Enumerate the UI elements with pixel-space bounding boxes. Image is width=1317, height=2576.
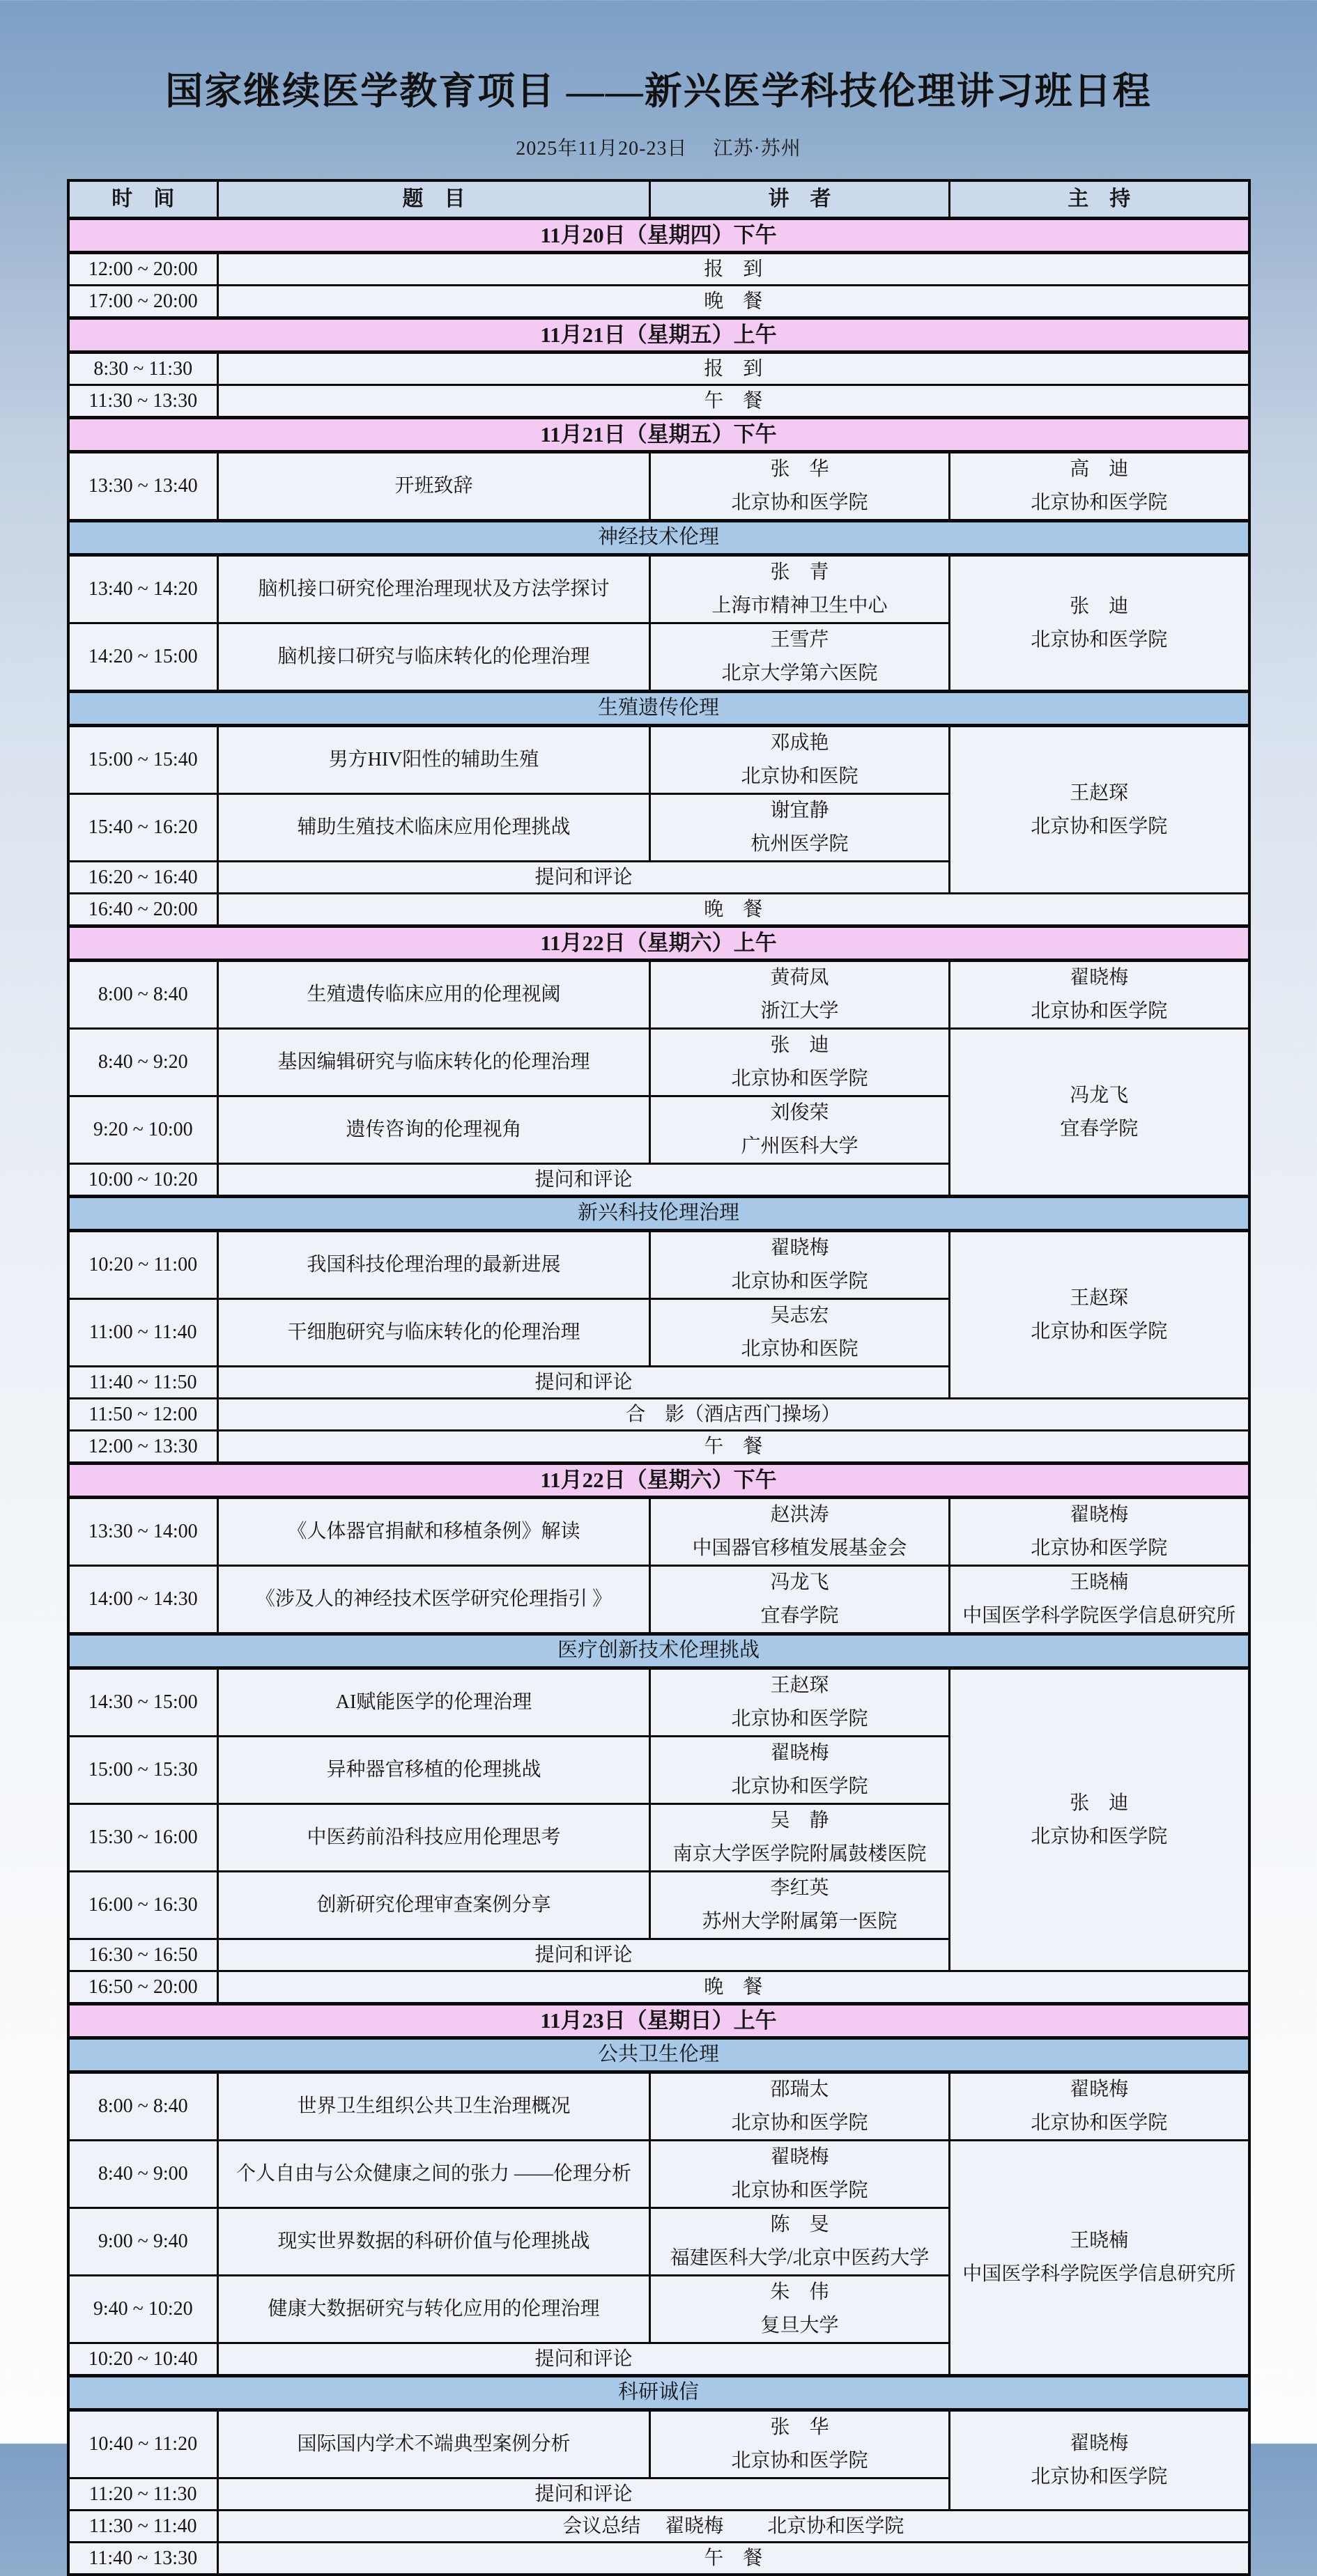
time-cell: 16:40 ~ 20:00 — [68, 894, 218, 926]
section-label: 科研诚信 — [68, 2376, 1249, 2410]
host-cell — [950, 1498, 1249, 1566]
time-cell: 13:30 ~ 13:40 — [68, 452, 218, 521]
speaker-cell — [650, 1566, 950, 1634]
time-cell: 12:00 ~ 20:00 — [68, 253, 218, 286]
activity-row — [68, 253, 1249, 286]
page-title: 国家继续医学教育项目 ——新兴医学科技伦理讲习班日程 — [165, 70, 1152, 112]
text-line: 张 华 — [770, 2416, 829, 2439]
topic-cell: 开班致辞 — [218, 452, 650, 521]
column-header-time: 时 间 — [68, 180, 218, 219]
day-label: 11月21日（星期五）下午 — [68, 418, 1249, 452]
text-line: 黄荷凤 — [770, 967, 829, 989]
day-header-row — [68, 1464, 1249, 1498]
activity-row — [68, 352, 1249, 385]
time-cell: 10:00 ~ 10:20 — [68, 1164, 218, 1197]
talk-row — [68, 452, 1249, 521]
topic-cell: 异种器官移植的伦理挑战 — [218, 1737, 650, 1804]
time-cell: 16:50 ~ 20:00 — [68, 1971, 218, 2004]
text-line: 中国医学科学院医学信息研究所 — [962, 1605, 1236, 1627]
section-header-row — [68, 692, 1249, 726]
text-line: 翟晓梅 — [770, 1237, 829, 1259]
host-cell — [950, 452, 1249, 521]
text-line: 谢宜静 — [770, 800, 829, 822]
speaker-cell — [650, 1029, 950, 1096]
text-line: 翟晓梅 — [1070, 2079, 1129, 2101]
talk-row — [68, 961, 1249, 1029]
topic-cell: 脑机接口研究与临床转化的伦理治理 — [218, 623, 650, 692]
text-line: 翟晓梅 — [770, 2146, 829, 2168]
merged-activity-cell: 报 到 — [218, 253, 1249, 286]
talk-row — [68, 1498, 1249, 1566]
talk-row — [68, 1566, 1249, 1634]
text-line: 北京协和医学院 — [1031, 1320, 1168, 1342]
merged-activity-cell: 午 餐 — [218, 385, 1249, 418]
activity-row — [68, 2511, 1249, 2543]
text-line: 北京协和医学院 — [1031, 628, 1168, 651]
talk-row — [68, 1029, 1249, 1096]
speaker-cell — [650, 2410, 950, 2478]
column-header-speaker: 讲 者 — [650, 180, 950, 219]
topic-cell: 生殖遗传临床应用的伦理视阈 — [218, 961, 650, 1029]
time-cell: 11:50 ~ 12:00 — [68, 1399, 218, 1431]
day-label: 11月20日（星期四）下午 — [68, 219, 1249, 253]
topic-cell: 国际国内学术不端典型案例分析 — [218, 2410, 650, 2478]
topic-cell: 中医药前沿科技应用伦理思考 — [218, 1804, 650, 1872]
speaker-cell — [650, 1668, 950, 1737]
text-line: 冯龙飞 — [1070, 1084, 1129, 1106]
talk-row — [68, 1668, 1249, 1737]
time-cell: 8:40 ~ 9:20 — [68, 1029, 218, 1096]
text-line: 杭州医学院 — [750, 833, 849, 855]
host-cell — [950, 2141, 1249, 2376]
day-label: 11月21日（星期五）上午 — [68, 318, 1249, 352]
text-line: 高 迪 — [1070, 458, 1129, 481]
text-line: 冯龙飞 — [770, 1572, 829, 1594]
text-line: 苏州大学附属第一医院 — [702, 1911, 898, 1932]
topic-cell: 遗传咨询的伦理视角 — [218, 1096, 650, 1164]
time-cell: 15:40 ~ 16:20 — [68, 794, 218, 862]
text-line: 北京协和医学院 — [1031, 1000, 1168, 1022]
time-cell: 16:00 ~ 16:30 — [68, 1872, 218, 1939]
time-cell: 14:00 ~ 14:30 — [68, 1566, 218, 1634]
text-line: 邵瑞太 — [770, 2079, 829, 2101]
section-label: 公共卫生伦理 — [68, 2038, 1249, 2072]
text-line: 邓成艳 — [770, 732, 829, 754]
section-header-row — [68, 2376, 1249, 2410]
activity-row — [68, 385, 1249, 418]
text-line: 北京协和医院 — [741, 1338, 858, 1360]
topic-cell: 我国科技伦理治理的最新进展 — [218, 1231, 650, 1299]
time-cell: 15:00 ~ 15:40 — [68, 726, 218, 794]
talk-row — [68, 2141, 1249, 2208]
activity-row — [68, 894, 1249, 926]
day-label: 11月22日（星期六）下午 — [68, 1464, 1249, 1498]
merged-activity-cell: 午 餐 — [218, 2543, 1249, 2575]
time-cell: 13:40 ~ 14:20 — [68, 555, 218, 623]
talk-row — [68, 2410, 1249, 2478]
text-line: 北京协和医学院 — [731, 1708, 868, 1730]
text-line: 张 华 — [770, 458, 829, 481]
text-line: 李红英 — [770, 1877, 829, 1900]
section-header-row — [68, 1197, 1249, 1231]
text-line: 浙江大学 — [760, 1000, 839, 1022]
text-line: 王晓楠 — [1070, 1572, 1129, 1594]
merged-activity-cell: 午 餐 — [218, 1431, 1249, 1464]
column-header-host: 主 持 — [950, 180, 1249, 219]
time-cell: 14:30 ~ 15:00 — [68, 1668, 218, 1737]
merged-activity-cell: 合 影（酒店西门操场） — [218, 1399, 1249, 1431]
day-header-row — [68, 418, 1249, 452]
host-cell — [950, 1566, 1249, 1634]
schedule-table — [67, 179, 1251, 2576]
text-line: 北京协和医学院 — [731, 1776, 868, 1797]
text-line: 张 青 — [770, 561, 829, 584]
time-cell: 9:20 ~ 10:00 — [68, 1096, 218, 1164]
time-cell: 17:00 ~ 20:00 — [68, 286, 218, 318]
topic-cell: 创新研究伦理审查案例分享 — [218, 1872, 650, 1939]
merged-activity-cell: 报 到 — [218, 352, 1249, 385]
speaker-cell — [650, 1737, 950, 1804]
topic-cell: 健康大数据研究与转化应用的伦理治理 — [218, 2276, 650, 2343]
time-cell: 10:40 ~ 11:20 — [68, 2410, 218, 2478]
time-cell: 9:00 ~ 9:40 — [68, 2208, 218, 2276]
topic-cell: 干细胞研究与临床转化的伦理治理 — [218, 1299, 650, 1367]
merged-activity-cell: 会议总结 翟晓梅 北京协和医学院 — [218, 2511, 1249, 2543]
time-cell: 16:30 ~ 16:50 — [68, 1939, 218, 1971]
activity-row — [68, 286, 1249, 318]
text-line: 南京大学医学院附属鼓楼医院 — [672, 1843, 927, 1865]
section-header-row — [68, 1634, 1249, 1668]
host-cell — [950, 1231, 1249, 1399]
host-cell — [950, 1668, 1249, 1971]
host-cell — [950, 1029, 1249, 1197]
topic-cell: 基因编辑研究与临床转化的伦理治理 — [218, 1029, 650, 1096]
text-line: 王赵琛 — [1070, 782, 1129, 804]
time-cell: 8:00 ~ 8:40 — [68, 961, 218, 1029]
talk-row — [68, 726, 1249, 794]
section-label: 新兴科技伦理治理 — [68, 1197, 1249, 1231]
speaker-cell — [650, 1231, 950, 1299]
activity-row — [68, 1971, 1249, 2004]
text-line: 北京协和医学院 — [1031, 2466, 1168, 2488]
topic-cell: 世界卫生组织公共卫生治理概况 — [218, 2072, 650, 2141]
text-line: 张 迪 — [770, 1034, 829, 1057]
time-cell: 11:20 ~ 11:30 — [68, 2478, 218, 2511]
time-cell: 11:40 ~ 11:50 — [68, 1367, 218, 1399]
time-cell: 15:30 ~ 16:00 — [68, 1804, 218, 1872]
text-line: 宜春学院 — [760, 1605, 839, 1627]
topic-cell: 《人体器官捐献和移植条例》解读 — [218, 1498, 650, 1566]
topic-cell: 现实世界数据的科研价值与伦理挑战 — [218, 2208, 650, 2276]
table-header — [68, 180, 1249, 219]
text-line: 中国医学科学院医学信息研究所 — [962, 2263, 1236, 2285]
time-cell: 14:20 ~ 15:00 — [68, 623, 218, 692]
day-header-row — [68, 219, 1249, 253]
time-cell: 8:00 ~ 8:40 — [68, 2072, 218, 2141]
text-line: 北京协和医学院 — [731, 1271, 868, 1292]
text-line: 北京协和医学院 — [1031, 2112, 1168, 2134]
host-cell — [950, 961, 1249, 1029]
speaker-cell — [650, 726, 950, 794]
topic-cell: 脑机接口研究伦理治理现状及方法学探讨 — [218, 555, 650, 623]
speaker-cell — [650, 555, 950, 623]
text-line: 王晓楠 — [1070, 2230, 1129, 2252]
topic-cell: 辅助生殖技术临床应用伦理挑战 — [218, 794, 650, 862]
time-cell: 11:30 ~ 11:40 — [68, 2511, 218, 2543]
text-line: 赵洪涛 — [770, 1504, 829, 1526]
section-label: 生殖遗传伦理 — [68, 692, 1249, 726]
time-cell: 15:00 ~ 15:30 — [68, 1737, 218, 1804]
text-line: 北京协和医学院 — [1031, 1537, 1168, 1559]
text-line: 翟晓梅 — [1070, 1504, 1129, 1526]
section-header-row — [68, 2038, 1249, 2072]
text-line: 吴志宏 — [770, 1305, 829, 1327]
activity-row — [68, 1431, 1249, 1464]
text-line: 复旦大学 — [760, 2315, 839, 2336]
text-line: 王赵琛 — [770, 1675, 829, 1697]
speaker-cell — [650, 452, 950, 521]
time-cell: 11:30 ~ 13:30 — [68, 385, 218, 418]
time-cell: 13:30 ~ 14:00 — [68, 1498, 218, 1566]
day-label: 11月23日（星期日）上午 — [68, 2004, 1249, 2038]
text-line: 北京协和医院 — [741, 766, 858, 787]
topic-cell: 《涉及人的神经技术医学研究伦理指引 》 — [218, 1566, 650, 1634]
time-cell: 16:20 ~ 16:40 — [68, 862, 218, 894]
speaker-cell — [650, 2141, 950, 2208]
day-header-row — [68, 926, 1249, 961]
talk-row — [68, 2072, 1249, 2141]
text-line: 北京协和医学院 — [1031, 1825, 1168, 1847]
host-cell — [950, 726, 1249, 894]
host-cell — [950, 2072, 1249, 2141]
speaker-cell — [650, 1872, 950, 1939]
text-line: 北京协和医学院 — [731, 1068, 868, 1089]
section-label: 医疗创新技术伦理挑战 — [68, 1634, 1249, 1668]
speaker-cell — [650, 1096, 950, 1164]
speaker-cell — [650, 2276, 950, 2343]
talk-row — [68, 1231, 1249, 1299]
text-line: 张 迪 — [1070, 595, 1129, 617]
time-cell: 11:40 ~ 13:30 — [68, 2543, 218, 2575]
text-line: 陈 旻 — [770, 2214, 829, 2236]
text-line: 宜春学院 — [1060, 1117, 1139, 1140]
merged-activity-cell: 晚 餐 — [218, 894, 1249, 926]
day-header-row — [68, 318, 1249, 352]
merged-activity-cell: 提问和评论 — [218, 1164, 950, 1197]
talk-row — [68, 555, 1249, 623]
text-line: 张 迪 — [1070, 1792, 1129, 1814]
merged-activity-cell: 提问和评论 — [218, 862, 950, 894]
merged-activity-cell: 提问和评论 — [218, 2478, 950, 2511]
text-line: 福建医科大学/北京中医药大学 — [670, 2247, 930, 2269]
text-line: 北京协和医学院 — [731, 2450, 868, 2472]
topic-cell: 男方HIV阳性的辅助生殖 — [218, 726, 650, 794]
speaker-cell — [650, 2072, 950, 2141]
text-line: 北京协和医学院 — [731, 2112, 868, 2134]
merged-activity-cell: 晚 餐 — [218, 286, 1249, 318]
speaker-cell — [650, 1299, 950, 1367]
text-line: 朱 伟 — [770, 2281, 829, 2304]
speaker-cell — [650, 961, 950, 1029]
text-line: 吴 静 — [770, 1810, 829, 1832]
text-line: 北京协和医学院 — [731, 492, 868, 513]
speaker-cell — [650, 794, 950, 862]
speaker-cell — [650, 1804, 950, 1872]
topic-cell: 个人自由与公众健康之间的张力 ——伦理分析 — [218, 2141, 650, 2208]
speaker-cell — [650, 1498, 950, 1566]
host-cell — [950, 555, 1249, 692]
merged-activity-cell: 提问和评论 — [218, 2343, 950, 2376]
time-cell: 11:00 ~ 11:40 — [68, 1299, 218, 1367]
column-header-topic: 题 目 — [218, 180, 650, 219]
time-cell: 8:30 ~ 11:30 — [68, 352, 218, 385]
merged-activity-cell: 晚 餐 — [218, 1971, 1249, 2004]
text-line: 北京协和医学院 — [1031, 492, 1168, 513]
page-subtitle: 2025年11月20-23日 江苏·苏州 — [516, 138, 801, 160]
time-cell: 12:00 ~ 13:30 — [68, 1431, 218, 1464]
text-line: 上海市精神卫生中心 — [711, 595, 888, 616]
section-header-row — [68, 521, 1249, 555]
day-label: 11月22日（星期六）上午 — [68, 926, 1249, 961]
text-line: 北京协和医学院 — [1031, 815, 1168, 837]
activity-row — [68, 1399, 1249, 1431]
topic-cell: AI赋能医学的伦理治理 — [218, 1668, 650, 1737]
text-line: 广州医科大学 — [741, 1135, 858, 1157]
text-line: 王雪芹 — [770, 629, 829, 651]
text-line: 翟晓梅 — [770, 1742, 829, 1764]
text-line: 北京大学第六医院 — [721, 662, 878, 684]
merged-activity-cell: 提问和评论 — [218, 1367, 950, 1399]
merged-activity-cell: 提问和评论 — [218, 1939, 950, 1971]
time-cell: 10:20 ~ 11:00 — [68, 1231, 218, 1299]
time-cell: 10:20 ~ 10:40 — [68, 2343, 218, 2376]
time-cell: 9:40 ~ 10:20 — [68, 2276, 218, 2343]
text-line: 刘俊荣 — [770, 1102, 829, 1124]
text-line: 翟晓梅 — [1070, 967, 1129, 989]
text-line: 翟晓梅 — [1070, 2433, 1129, 2455]
section-label: 神经技术伦理 — [68, 521, 1249, 555]
text-line: 北京协和医学院 — [731, 2180, 868, 2201]
day-header-row — [68, 2004, 1249, 2038]
text-line: 王赵琛 — [1070, 1287, 1129, 1309]
text-line: 中国器官移植发展基金会 — [692, 1537, 907, 1559]
speaker-cell — [650, 2208, 950, 2276]
speaker-cell — [650, 623, 950, 692]
time-cell: 8:40 ~ 9:00 — [68, 2141, 218, 2208]
host-cell — [950, 2410, 1249, 2511]
activity-row — [68, 2543, 1249, 2575]
